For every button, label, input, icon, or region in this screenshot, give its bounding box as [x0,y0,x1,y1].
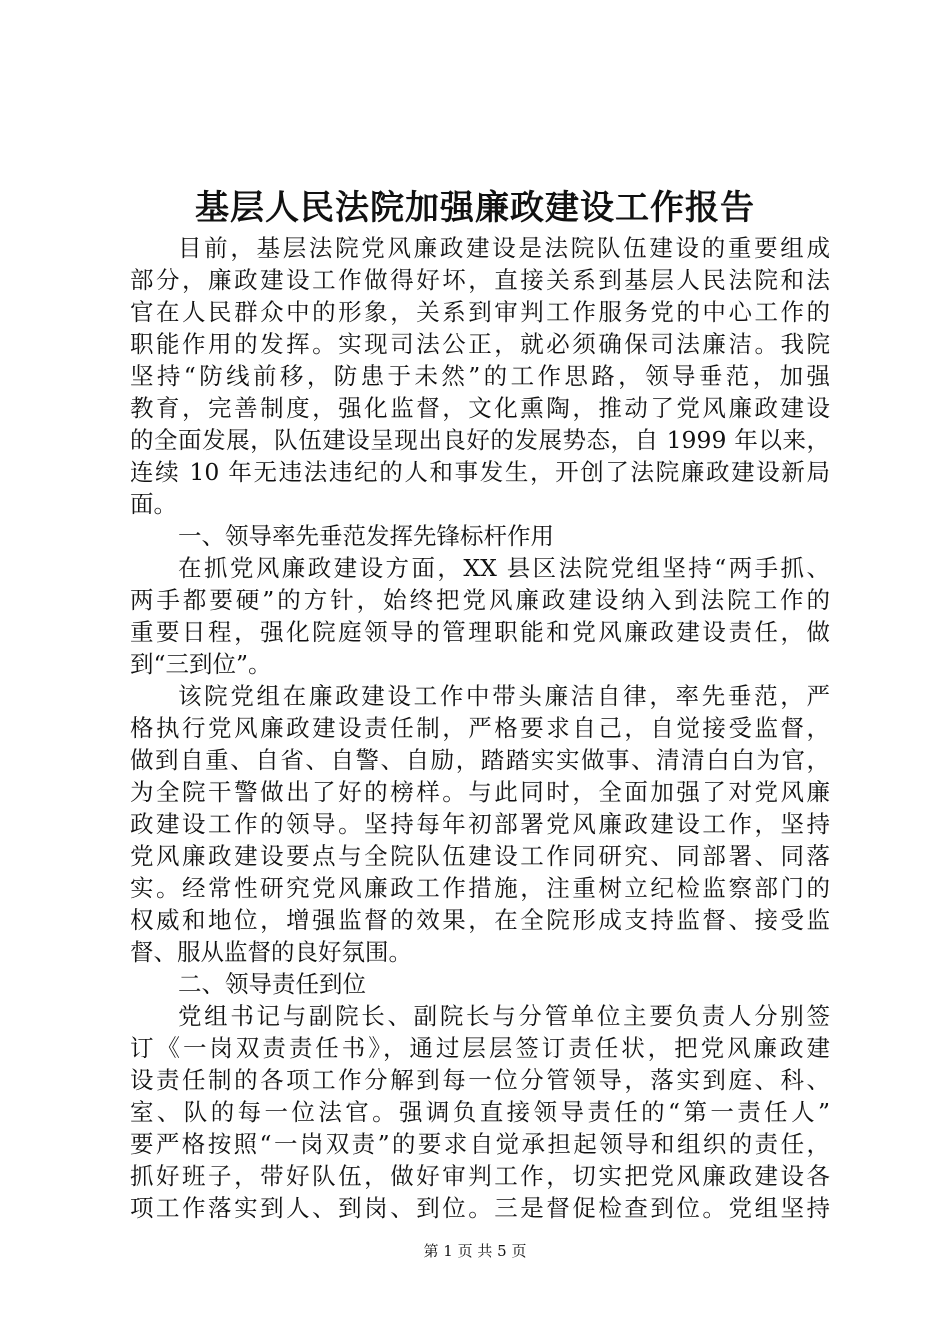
text-line: 抓好班子，带好队伍，做好审判工作，切实把党风廉政建设各 [130,1162,830,1190]
text-line: 为全院干警做出了好的榜样。与此同时，全面加强了对党风廉 [130,778,830,806]
text-line: 坚持“防线前移，防患于未然”的工作思路，领导垂范，加强 [130,362,830,390]
text-line: 在抓党风廉政建设方面，XX 县区法院党组坚持“两手抓、 [178,554,830,582]
text-line: 做到自重、自省、自警、自励，踏踏实实做事、清清白白为官， [130,746,830,774]
text-line: 党组书记与副院长、副院长与分管单位主要负责人分别签 [178,1002,830,1030]
text-line: 订《一岗双责责任书》，通过层层签订责任状，把党风廉政建 [130,1034,830,1062]
text-line: 重要日程，强化院庭领导的管理职能和党风廉政建设责任，做 [130,618,830,646]
text-line: 面。 [130,490,177,518]
text-line: 要严格按照“一岗双责”的要求自觉承担起领导和组织的责任， [130,1130,830,1158]
text-line: 权威和地位，增强监督的效果，在全院形成支持监督、接受监 [130,906,830,934]
page-title: 基层人民法院加强廉政建设工作报告 [195,188,755,228]
text-line: 该院党组在廉政建设工作中带头廉洁自律，率先垂范，严 [178,682,830,710]
text-line: 教育，完善制度，强化监督，文化熏陶，推动了党风廉政建设 [130,394,830,422]
text-line: 二、领导责任到位 [178,970,366,998]
text-line: 目前，基层法院党风廉政建设是法院队伍建设的重要组成 [178,234,830,262]
text-line: 政建设工作的领导。坚持每年初部署党风廉政建设工作，坚持 [130,810,830,838]
text-line: 部分，廉政建设工作做得好坏，直接关系到基层人民法院和法 [130,266,830,294]
text-line: 项工作落实到人、到岗、到位。三是督促检查到位。党组坚持 [130,1194,830,1222]
text-line: 设责任制的各项工作分解到每一位分管领导，落实到庭、科、 [130,1066,830,1094]
text-line: 两手都要硬”的方针，始终把党风廉政建设纳入到法院工作的 [130,586,830,614]
text-line: 官在人民群众中的形象，关系到审判工作服务党的中心工作的 [130,298,830,326]
text-line: 格执行党风廉政建设责任制，严格要求自己，自觉接受监督， [130,714,830,742]
text-line: 一、领导率先垂范发挥先锋标杆作用 [178,522,554,550]
text-line: 职能作用的发挥。实现司法公正，就必须确保司法廉洁。我院 [130,330,830,358]
text-line: 连续 10 年无违法违纪的人和事发生，开创了法院廉政建设新局 [130,458,830,486]
document-body [130,232,830,1224]
text-line: 督、服从监督的良好氛围。 [130,938,412,966]
text-line: 到“三到位”。 [130,650,272,678]
text-line: 的全面发展，队伍建设呈现出良好的发展势态，自 1999 年以来， [130,426,830,454]
text-line: 实。经常性研究党风廉政工作措施，注重树立纪检监察部门的 [130,874,830,902]
text-line: 党风廉政建设要点与全院队伍建设工作同研究、同部署、同落 [130,842,830,870]
page-footer: 第 1 页 共 5 页 [423,1242,527,1260]
text-line: 室、队的每一位法官。强调负直接领导责任的“第一责任人” [130,1098,830,1126]
